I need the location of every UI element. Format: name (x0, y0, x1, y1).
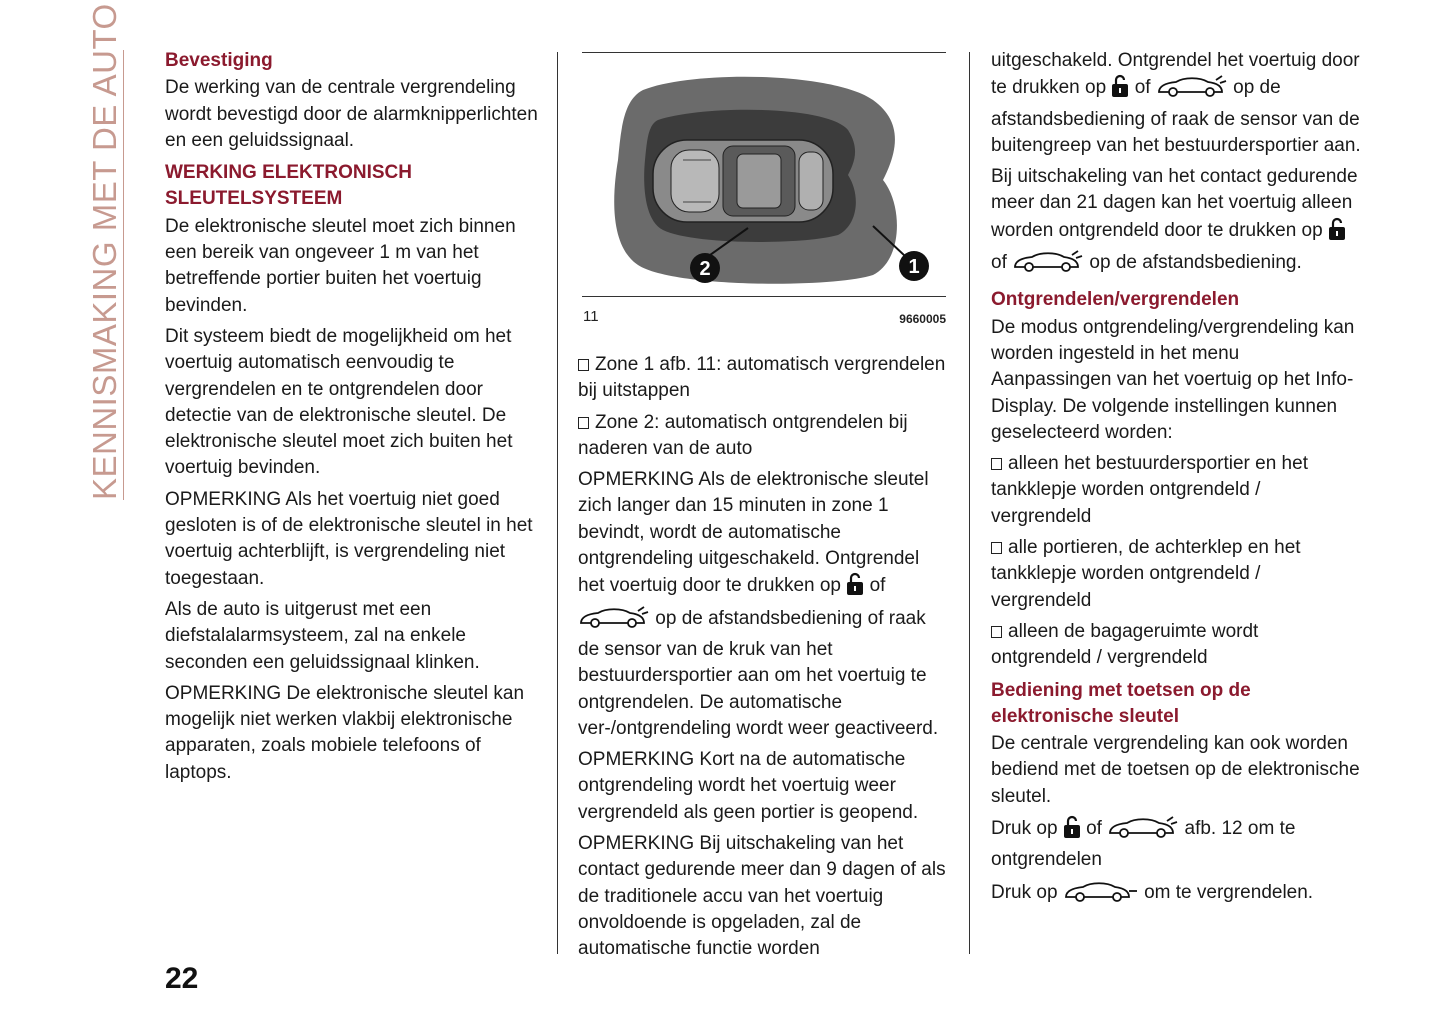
paragraph: De modus ontgrendeling/vergrendeling kan worden ingesteld in het menu Aanpassingen van het voertuig op het Info-Display. De volgende instellingen kunnen geselecteerd worden: (991, 316, 1355, 443)
paragraph (991, 879, 1361, 911)
text-segment: of (1086, 818, 1102, 840)
paragraph (991, 164, 1361, 281)
column-1 (165, 48, 545, 791)
car-unlock-icon (1156, 74, 1228, 106)
paragraph (578, 467, 950, 742)
text-segment: afb. 12 om te ontgrendelen (991, 818, 1296, 871)
figure-number: 11 (583, 308, 599, 325)
paragraph: OPMERKING Kort na de automatische ontgrendeling wordt het voertuig weer vergrendeld als geen portier is geopend. (578, 749, 919, 823)
heading-bevestiging: Bevestiging (165, 50, 273, 71)
heading-ontgrendelen: Ontgrendelen/vergrendelen (991, 289, 1240, 311)
text-segment: Druk op (991, 881, 1058, 903)
text-segment: Druk op (991, 818, 1058, 840)
marker-2: 2 (699, 258, 711, 280)
checkbox-bullet-icon (578, 417, 589, 429)
car-lock-icon (1063, 879, 1139, 911)
list-item-text: alleen het bestuurdersportier en het tankklepje worden ontgrendeld / vergrendeld (991, 453, 1308, 527)
paragraph: OPMERKING De elektronische sleutel kan mogelijk niet werken vlakbij elektronische apparaten, zoals mobiele telefoons of laptops. (165, 682, 525, 783)
list-item (991, 451, 1361, 530)
marker-1: 1 (908, 256, 920, 278)
text-segment: OPMERKING Als de elektronische sleutel zich langer dan 15 minuten in zone 1 bevindt, wordt de automatische ontgrendeling uitgeschakeld. Ontgrendel het voertuig door te drukken op (578, 469, 929, 597)
list-item (578, 352, 950, 405)
list-item (578, 410, 950, 463)
list-item (991, 535, 1361, 614)
paragraph (991, 815, 1361, 874)
paragraph: De elektronische sleutel moet zich binnen een bereik van ongeveer 1 m van het betreffende portier buiten het voertuig bevinden. (165, 215, 516, 316)
text-segment: op de afstandsbediening. (1089, 252, 1302, 274)
checkbox-bullet-icon (991, 458, 1002, 470)
paragraph: De werking van de centrale vergrendeling wordt bevestigd door de alarmknipperlichten en een geluidssignaal. (165, 77, 538, 151)
figure-code: 9660005 (899, 312, 946, 326)
side-title-rule (123, 50, 124, 500)
text-segment: op de afstandsbediening of raak de sensor van de buitengreep van het bestuurdersportier aan. (991, 77, 1361, 156)
column-3 (991, 48, 1361, 916)
text-segment: Bij uitschakeling van het contact gedurende meer dan 21 dagen kan het voertuig alleen worden ontgrendeld door te drukken op (991, 166, 1358, 241)
list-item-text: alle portieren, de achterklep en het tankklepje worden ontgrendeld / vergrendeld (991, 537, 1301, 611)
figure-top-rule (582, 52, 946, 53)
car-unlock-icon (1107, 815, 1179, 847)
car-unlock-icon (1012, 249, 1084, 281)
column-divider-right (969, 52, 970, 954)
list-item-text: Zone 2: automatisch ontgrendelen bij naderen van de auto (578, 411, 908, 459)
paragraph: Als de auto is uitgerust met een diefstalalarmsysteem, zal na enkele seconden een geluidssignaal klinken. (165, 598, 480, 673)
paragraph: Dit systeem biedt de mogelijkheid om het voertuig automatisch eenvoudig te vergrendelen en te ontgrendelen door detectie van de elektronische sleutel. De elektronische sleutel moet zich buiten het voertuig bevinden. (165, 325, 513, 479)
unlock-icon (1063, 815, 1081, 847)
figure-bottom-rule (582, 296, 946, 297)
paragraph: De centrale vergrendeling kan ook worden bediend met de toetsen op de elektronische sleutel. (991, 733, 1360, 807)
list-item-text: Zone 1 afb. 11: automatisch vergrendelen bij uitstappen (578, 354, 946, 402)
list-item-text: alleen de bagageruimte wordt ontgrendeld / vergrendeld (991, 620, 1259, 669)
figure-zones (583, 60, 945, 290)
zones-illustration (583, 60, 945, 290)
checkbox-bullet-icon (991, 542, 1002, 554)
checkbox-bullet-icon (578, 359, 589, 371)
paragraph: OPMERKING Bij uitschakeling van het contact gedurende meer dan 9 dagen of als de traditionele accu van het voertuig onvoldoende is opgeladen, zal de automatische functie worden (578, 833, 946, 960)
unlock-icon (846, 572, 864, 604)
paragraph (991, 48, 1361, 159)
car-top-view (653, 140, 833, 222)
text-segment: uitgeschakeld. Ontgrendel het voertuig door te drukken op (991, 50, 1360, 99)
unlock-icon (1328, 217, 1346, 249)
text-segment: of (869, 575, 886, 597)
paragraph: OPMERKING Als het voertuig niet goed gesloten is of de elektronische sleutel in het voertuig achterblijft, is vergrendeling niet toegestaan. (165, 488, 533, 589)
list-item (991, 619, 1361, 672)
car-unlock-icon (578, 605, 650, 637)
text-segment: of (1134, 77, 1151, 99)
checkbox-bullet-icon (991, 626, 1002, 638)
page-number: 22 (165, 962, 199, 995)
heading-werking: WERKING ELEKTRONISCH SLEUTELSYSTEEM (165, 162, 412, 210)
text-segment: op de afstandsbediening of raak de sensor van de kruk van het bestuurdersportier aan om het voertuig te ontgrendelen. De automatische ver-/ontgrendeling wordt weer geactiveerd. (578, 607, 939, 739)
column-divider-left (557, 52, 558, 954)
text-segment: of (991, 252, 1007, 274)
side-chapter-title: KENNISMAKING MET DE AUTO (86, 3, 123, 500)
unlock-icon (1111, 74, 1129, 106)
text-segment: om te vergrendelen. (1144, 881, 1314, 903)
heading-bediening: Bediening met toetsen op de elektronische sleutel (991, 679, 1251, 727)
column-2 (578, 352, 950, 968)
